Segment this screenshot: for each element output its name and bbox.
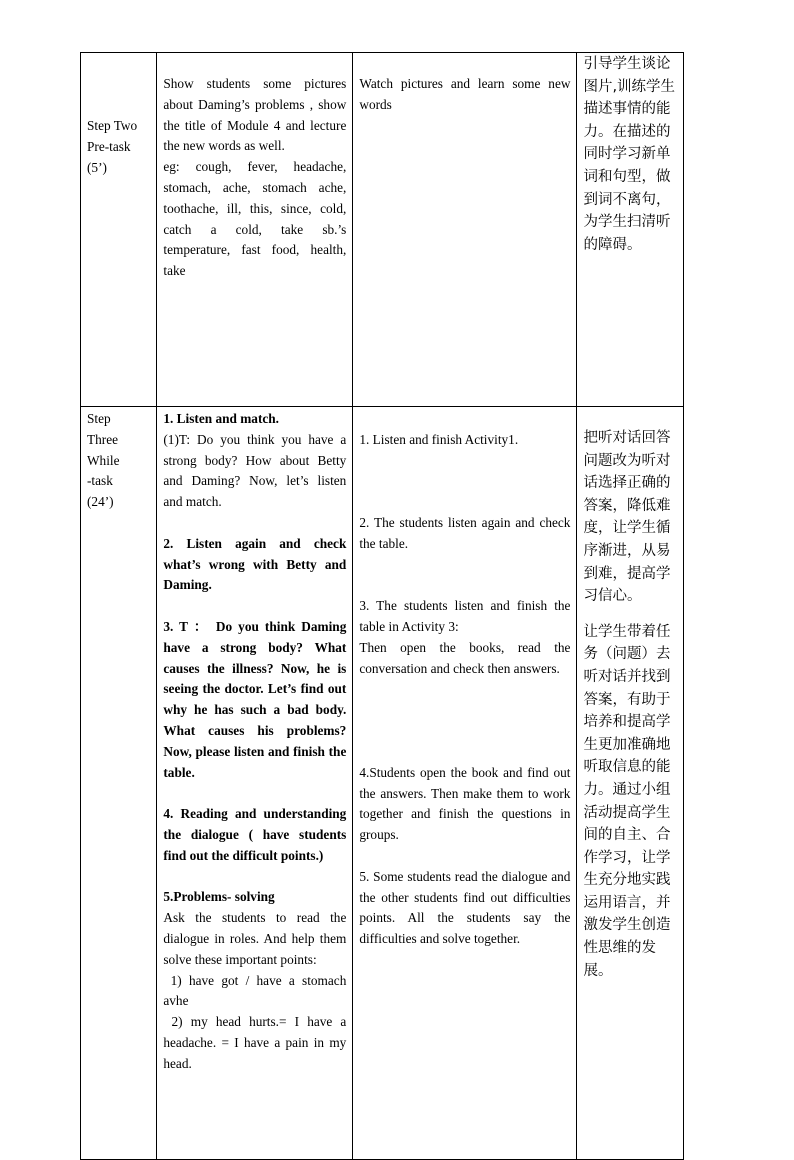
teacher-activity-cell: [157, 407, 353, 1160]
step-cell: [81, 53, 157, 407]
table-row: [81, 407, 684, 1160]
step-line: Step Two: [87, 118, 138, 133]
purpose-cell: [577, 407, 684, 1160]
student-text: 1. Listen and finish Activity1.: [359, 432, 519, 447]
step-line: While: [87, 452, 120, 468]
purpose-cell: [577, 53, 684, 407]
student-text: 3. The students listen and finish the table in Activity 3:: [359, 598, 571, 635]
student-text: 5. Some students read the dialogue and the other students find out difficulties points. All the students say the difficulties and solve together.: [359, 868, 571, 947]
activity-body: (1)T: Do you think you have a strong body? How about Betty and Daming? Now, let’s listen and match.: [163, 431, 347, 510]
purpose-text: 把听对话回答问题改为听对话选择正确的答案，降低难度，让学生循序渐进，从易到难，提高学习信心。: [583, 430, 671, 605]
step-line: Three: [87, 431, 119, 447]
activity-title: 4. Reading and understanding the dialogue ( have students find out the difficult points.): [163, 806, 347, 863]
step-line: (5’): [87, 159, 107, 175]
step-line: -task: [87, 473, 113, 489]
student-text: 2. The students listen again and check the table.: [359, 515, 571, 551]
table-row: [81, 53, 684, 407]
student-text: 4.Students open the book and find out the answers. Then make them to work together and finish the questions in groups.: [359, 764, 571, 843]
step-line: Pre-task: [87, 138, 131, 154]
teaching-point: 1) have got / have a stomach avhe: [163, 972, 350, 1009]
student-activity-cell: [353, 407, 577, 1160]
activity-title: 2. Listen again and check what’s wrong with Betty and Daming.: [163, 535, 347, 593]
step-line: Step: [87, 411, 111, 426]
student-text: Watch pictures and learn some new words: [359, 76, 571, 112]
purpose-text: 让学生带着任务（问题）去听对话并找到答案，有助于培养和提高学生更加准确地听取信息的能力。通过小组活动提高学生间的自主、合作学习，让学生充分地实践运用语言，并激发学生创造性思维的发展。: [583, 623, 671, 979]
student-text: Then open the books, read the conversation and check then answers.: [359, 639, 571, 676]
activity-title: 1. Listen and match.: [163, 411, 279, 426]
teacher-activity-cell: [157, 53, 353, 407]
teacher-text: eg: cough, fever, headache, stomach, ache, stomach ache, toothache, ill, this, since, cold, catch a cold, take sb.’s temperature, fast food, health, take: [163, 159, 347, 279]
activity-title: 3. T ： Do you think Daming have a strong body? What causes the illness? Now, he is seeing the doctor. Let’s find out why he has such a bad body. What causes his problems? Now, please listen and finish the table.: [163, 618, 347, 780]
activity-title: 5.Problems- solving: [163, 889, 275, 905]
step-line: (24’): [87, 494, 114, 510]
step-cell: [81, 407, 157, 1160]
lesson-plan-table: [80, 52, 684, 1160]
teacher-text: Show students some pictures about Daming’s problems , show the title of Module 4 and lecture the new words as well.: [163, 76, 347, 154]
activity-body: Ask the students to read the dialogue in roles. And help them solve these important points:: [163, 910, 347, 967]
purpose-text: 引导学生谈论图片,训练学生描述事情的能力。在描述的同时学习新单词和句型，做到词不离句，为学生扫清听的障碍。: [583, 56, 676, 253]
teaching-point: 2) my head hurts.= I have a headache. = I have a pain in my head.: [163, 1014, 350, 1071]
student-activity-cell: [353, 53, 577, 407]
